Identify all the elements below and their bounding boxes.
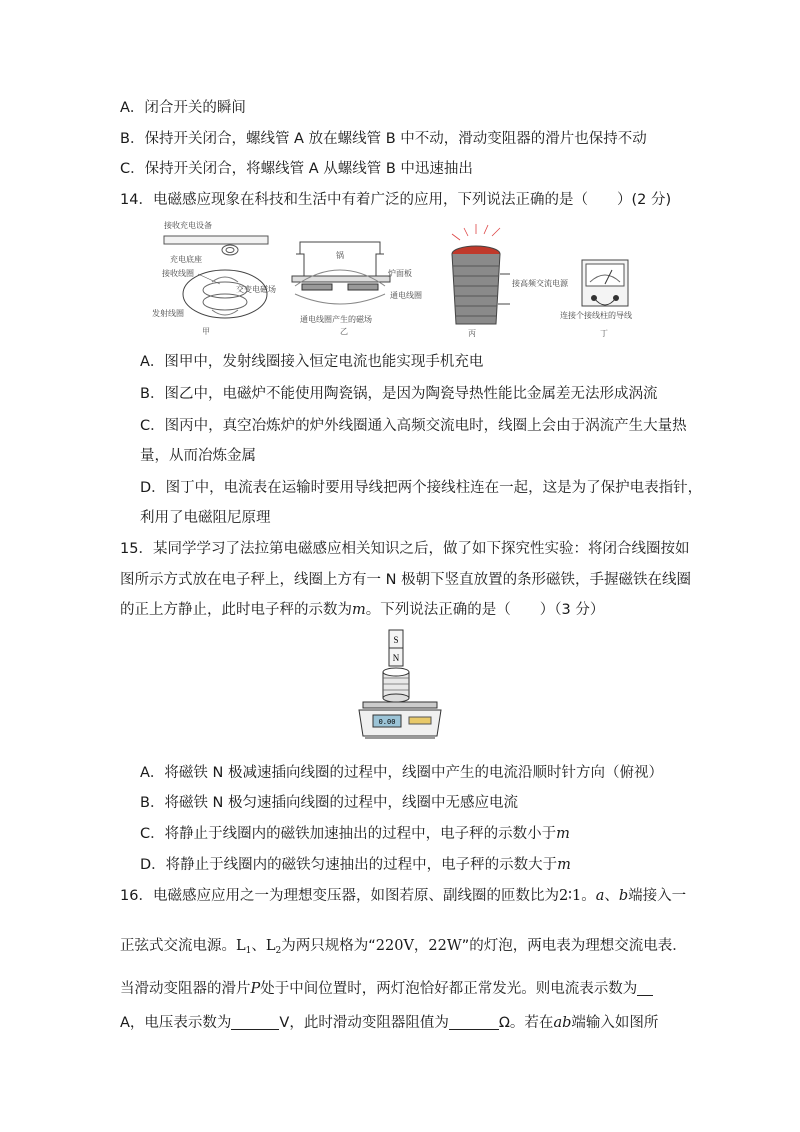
question-15-option-c bbox=[140, 824, 570, 844]
stem-3-text-pre: 的正上方静止，此时电子秤的示数为 bbox=[120, 602, 352, 618]
label-yi-field: 通电线圈产生的磁场 bbox=[300, 315, 372, 324]
q16-text-4ohm: Ω。若在 bbox=[498, 1015, 554, 1031]
var-m: m bbox=[352, 602, 366, 618]
question-16-line-2: 正弦式交流电源。$L_1$、$L_2$为两只规格为“220V，22W”的灯泡，两电表为理想交流电表． bbox=[120, 938, 687, 956]
q16-power: 22W bbox=[428, 938, 462, 954]
figure-jia bbox=[152, 220, 276, 336]
electronic-scale bbox=[359, 702, 441, 738]
q16-text-4v: V，此时滑动变阻器阻值为 bbox=[279, 1015, 449, 1031]
question-14-option-c-cont: 量，从而冶炼金属 bbox=[140, 448, 256, 464]
question-14-stem: 14．电磁感应现象在科技和生活中有着广泛的应用，下列说法正确的是（ ）(2 分) bbox=[120, 192, 672, 208]
question-15-option-a: A．将磁铁 N 极减速插向线圈的过程中，线圈中产生的电流沿顺时针方向（俯视） bbox=[140, 765, 663, 781]
magnet-s-label: S bbox=[393, 635, 399, 645]
figure-bing bbox=[452, 224, 569, 338]
q16-var-ab: ab bbox=[553, 1015, 572, 1031]
question-14-option-b: B．图乙中，电磁炉不能使用陶瓷锅，是因为陶瓷导热性能比金属差无法形成涡流 bbox=[140, 386, 658, 402]
answer-blank-current[interactable] bbox=[637, 981, 653, 996]
label-bing: 接高频交流电源 bbox=[512, 279, 568, 288]
q16-text-2a: 正弦式交流电源。 bbox=[120, 938, 236, 954]
caption-yi: 乙 bbox=[340, 327, 348, 336]
label-yi-panel: 炉面板 bbox=[388, 269, 412, 278]
q16-text-3a: 当滑动变阻器的滑片 bbox=[120, 981, 251, 997]
question-15-stem-1: 15．某同学学习了法拉第电磁感应相关知识之后，做了如下探究性实验：将闭合线圈按如 bbox=[120, 541, 690, 557]
q16-text-2b: 为两只规格为 bbox=[281, 938, 369, 954]
q16-text-1a: 16．电磁感应应用之一为理想变压器，如图若原、副线圈的匝数比为 bbox=[120, 888, 559, 904]
q16-voltage: 220V bbox=[375, 938, 414, 954]
question-16-line-1 bbox=[120, 886, 686, 906]
q16-l1 bbox=[236, 938, 251, 954]
figure-yi bbox=[292, 242, 422, 336]
question-15-option-d bbox=[140, 855, 571, 875]
q16-var-p: P bbox=[250, 981, 261, 997]
q16-ratio: 2∶1 bbox=[558, 888, 582, 904]
q16-var-b: b bbox=[618, 888, 629, 904]
label-jia-send: 发射线圈 bbox=[152, 309, 184, 318]
q16-text-1c: 端接入一 bbox=[628, 888, 687, 904]
option-prev-b: B．保持开关闭合，螺线管 A 放在螺线管 B 中不动，滑动变阻器的滑片也保持不动 bbox=[120, 131, 647, 147]
figure-ding bbox=[560, 260, 632, 338]
q16-text-4end: 端输入如图所 bbox=[571, 1015, 659, 1031]
answer-blank-voltage[interactable] bbox=[231, 1015, 279, 1030]
question-14-figure bbox=[150, 214, 660, 342]
caption-ding: 丁 bbox=[600, 329, 608, 338]
question-15-option-b: B．将磁铁 N 极匀速插向线圈的过程中，线圈中无感应电流 bbox=[140, 795, 519, 811]
caption-jia: 甲 bbox=[202, 327, 210, 336]
option-d-text: D．将静止于线圈内的磁铁匀速抽出的过程中，电子秤的示数大于 bbox=[140, 857, 558, 873]
question-14-option-c: C．图丙中，真空冶炼炉的炉外线圈通入高频交流电时，线圈上会由于涡流产生大量热 bbox=[140, 418, 687, 434]
question-16-line-3 bbox=[120, 979, 653, 999]
q16-text-4a: A，电压表示数为 bbox=[120, 1015, 232, 1031]
label-jia-recv: 接收线圈 bbox=[162, 269, 194, 278]
answer-blank-resistance[interactable] bbox=[449, 1015, 499, 1030]
magnet-n-label: N bbox=[392, 653, 400, 663]
q16-sep: 、 bbox=[604, 888, 619, 904]
question-14-option-a: A．图甲中，发射线圈接入恒定电流也能实现手机充电 bbox=[140, 354, 484, 370]
q16-l1-letter: L bbox=[236, 938, 246, 954]
label-ding: 连接个接线柱的导线 bbox=[560, 311, 632, 320]
q16-l2-sub: 2 bbox=[275, 946, 282, 956]
label-yi-coil: 通电线圈 bbox=[390, 291, 422, 300]
question-15-stem-3 bbox=[120, 600, 604, 620]
q16-l2 bbox=[266, 938, 281, 954]
var-m-c: m bbox=[556, 826, 570, 842]
option-c-text: C．将静止于线圈内的磁铁加速抽出的过程中，电子秤的示数小于 bbox=[140, 826, 557, 842]
q16-l1-sub: 1 bbox=[245, 946, 252, 956]
q16-var-a: a bbox=[595, 888, 605, 904]
question-14-option-d: D．图丁中，电流表在运输时要用导线把两个接线柱连在一起，这是为了保护电表指针， bbox=[140, 480, 703, 496]
question-15-stem-2: 图所示方式放在电子秤上，线圈上方有一 N 极朝下竖直放置的条形磁铁，手握磁铁在线圈 bbox=[120, 572, 692, 588]
question-16-line-4 bbox=[120, 1013, 658, 1033]
q16-l2-letter: L bbox=[265, 938, 276, 954]
coil bbox=[383, 668, 409, 702]
q16-text-3b: 处于中间位置时，两灯泡恰好都正常发光。则电流表示数为 bbox=[260, 981, 638, 997]
q16-text-2c: 的灯泡，两电表为理想交流电表． bbox=[469, 938, 687, 954]
bar-magnet bbox=[389, 630, 403, 666]
question-15-figure bbox=[355, 628, 445, 746]
stem-3-text-post: 。下列说法正确的是（ ）（3 分） bbox=[365, 602, 605, 618]
q16-sep-2: 、 bbox=[251, 938, 266, 954]
label-jia-top: 接收充电设备 bbox=[164, 221, 212, 230]
option-prev-a: A．闭合开关的瞬间 bbox=[120, 100, 246, 116]
scale-display: 0.00 bbox=[378, 718, 396, 726]
caption-bing: 丙 bbox=[468, 329, 476, 338]
question-14-option-d-cont: 利用了电磁阻尼原理 bbox=[140, 510, 271, 526]
var-m-d: m bbox=[557, 857, 571, 873]
label-jia-base: 充电底座 bbox=[170, 255, 202, 264]
label-jia-field: 交变电磁场 bbox=[236, 285, 276, 294]
option-prev-c: C．保持开关闭合，将螺线管 A 从螺线管 B 中迅速抽出 bbox=[120, 161, 473, 177]
q16-text-1b: 。 bbox=[581, 888, 596, 904]
label-yi-pot: 锅 bbox=[336, 251, 344, 260]
